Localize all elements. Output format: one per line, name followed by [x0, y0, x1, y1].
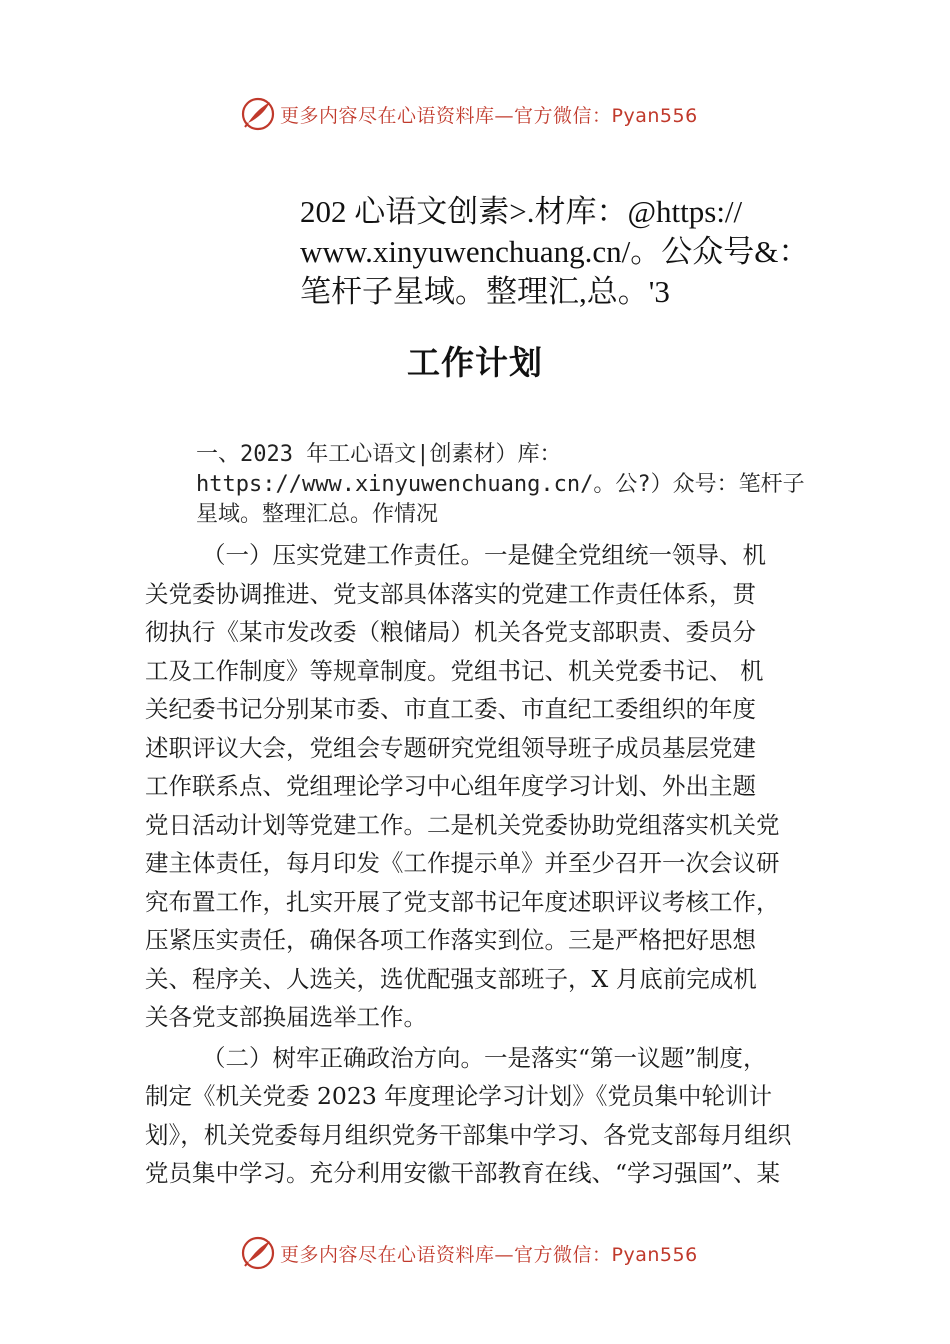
quill-logo-icon — [240, 1235, 276, 1271]
header-line: 笔杆子星域。整理汇,总。'3 — [300, 274, 670, 309]
paragraph-1-line: （一）压实党建工作责任。一是健全党组统一领导、机 — [202, 541, 766, 569]
quill-logo-icon — [240, 96, 276, 132]
paragraph-1-line: 党日活动计划等党建工作。二是机关党委协助党组落实机关党 — [145, 810, 780, 839]
header-line: 202 心语文创素>.材库：@https:// — [300, 194, 743, 229]
section-heading-line: https://www.xinyuwenchuang.cn/。公?）众号：笔杆子 — [196, 472, 805, 497]
paragraph-2-line: 党员集中学习。充分利用安徽干部教育在线、“学习强国”、某 — [145, 1159, 781, 1187]
paragraph-1-line: 关纪委书记分别某市委、市直工委、市直纪工委组织的年度 — [145, 695, 756, 723]
header-line: www.xinyuwenchuang.cn/。公众号&： — [300, 234, 810, 269]
paragraph-1-line: 述职评议大会，党组会专题研究党组领导班子成员基层党建 — [145, 733, 756, 762]
paragraph-1-line: 建主体责任，每月印发《工作提示单》并至少召开一次会议研 — [145, 849, 780, 877]
paragraph-1-line: 工及工作制度》等规章制度。党组书记、机关党委书记、 机 — [145, 656, 764, 685]
document-title: 工作计划 — [407, 343, 543, 382]
banner-account: Pyan556 — [611, 1243, 698, 1266]
paragraph-1-line: 究布置工作，扎实开展了党支部书记年度述职评议考核工作， — [145, 887, 780, 916]
paragraph-1-line: 彻执行《某市发改委（粮储局）机关各党支部职责、委员分 — [145, 618, 756, 646]
section-heading-line: 一、2023 年工心语文|创素材）库： — [196, 442, 562, 467]
header-source-block — [300, 192, 920, 312]
paragraph-1-line: 工作联系点、党组理论学习中心组年度学习计划、外出主题 — [145, 772, 756, 800]
paragraph-1-line: 关、程序关、人选关，选优配强支部班子，X 月底前完成机 — [145, 964, 757, 993]
paragraph-2-line: （二）树牢正确政治方向。一是落实“第一议题”制度， — [202, 1043, 767, 1072]
paragraph-1-line: 关各党支部换届选举工作。 — [145, 1003, 427, 1031]
banner-text: 更多内容尽在心语资料库—官方微信：Pyan556 — [280, 1243, 698, 1266]
paragraph-2-line: 制定《机关党委 2023 年度理论学习计划》《党员集中轮训计 — [145, 1082, 772, 1110]
paragraph-2-line: 划》，机关党委每月组织党务干部集中学习、各党支部每月组织 — [145, 1120, 792, 1149]
banner-text: 更多内容尽在心语资料库—官方微信：Pyan556 — [280, 104, 698, 127]
body-text — [145, 536, 835, 1193]
section-heading — [196, 440, 836, 530]
section-heading-line: 星域。整理汇总。作情况 — [196, 502, 439, 527]
header-banner — [240, 94, 698, 134]
banner-account: Pyan556 — [611, 104, 698, 127]
footer-banner — [240, 1233, 698, 1273]
paragraph-1-line: 关党委协调推进、党支部具体落实的党建工作责任体系，贯 — [145, 579, 756, 608]
paragraph-1-line: 压紧压实责任，确保各项工作落实到位。三是严格把好思想 — [145, 926, 756, 954]
